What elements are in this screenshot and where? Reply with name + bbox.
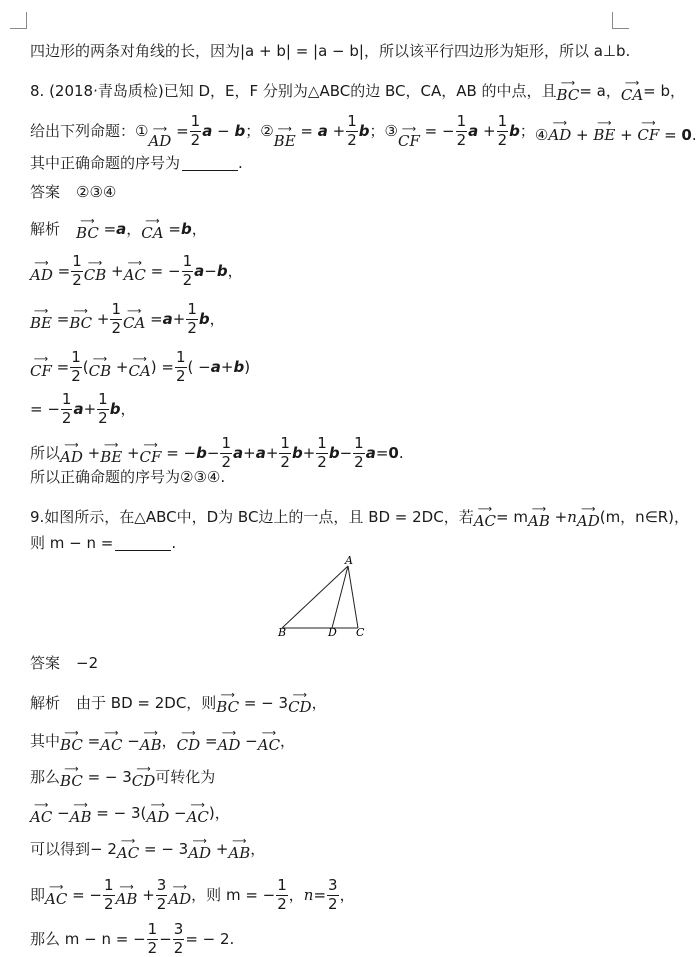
p8-eq-BE: ⟶ BE = ⟶ BC + $\frac{1}{2}$ ⟶ CA = a + $\frac{1}{2}$ b ，: [30, 300, 225, 337]
p8-eq-AD: ⟶ AD = $\frac{1}{2}$ ⟶ CB + ⟶ AC = − $\frac{1}{2}$ a − b ，: [30, 252, 243, 289]
p8-conclusion: [30, 470, 628, 485]
p9-step-2: 其中 ⟶ BC = ⟶ AC − ⟶ AB ， ⟶ CD = ⟶ AD − ⟶ AC ，: [30, 728, 296, 754]
p8-eq-CF-2: = − $\frac{1}{2}$ a + $\frac{1}{2}$ b ，: [30, 390, 136, 427]
answer-label: 答案: [30, 183, 61, 201]
p8-stem: [30, 78, 686, 104]
label-D: D: [328, 626, 337, 639]
p9-step-5: 可以得到 − 2 ⟶ AC = − 3 ⟶ AD + ⟶ AB ，: [30, 836, 266, 862]
p9-step-7: 那么 m − n = − $\frac{1}{2}$ − $\frac{3}{2}$ = − 2.: [30, 920, 235, 957]
p8-stem-end: = b，: [643, 82, 686, 100]
p9-step-3: 那么 ⟶ BC = − 3 ⟶ CD 可转化为: [30, 764, 216, 790]
label-C: C: [356, 626, 365, 639]
p8-sum-prefix: 所以: [30, 443, 61, 462]
label-A: A: [345, 554, 353, 567]
p8-analysis-1: 解析 ⟶ BC = a ， ⟶ CA = b ，: [30, 216, 207, 242]
answer-value: −2: [76, 654, 99, 672]
analysis-label: 解析: [30, 220, 61, 238]
p8-prop-4: ④ ⟶ AD + ⟶ BE + ⟶ CF = 0.: [534, 117, 697, 144]
answer-blank: [182, 157, 238, 171]
corner-mark-left: [10, 12, 27, 29]
p9-step-6: 即 ⟶ AC = − $\frac{1}{2}$ ⟶ AB + $\frac{3}{2}$ ⟶ AD ，则 m = − $\frac{1}{2}$ ， n = $\frac{3}{2}$ ，: [30, 876, 355, 913]
p8-question: 其中正确命题的序号为 .: [30, 154, 243, 172]
p8-stem-text: 8. (2018·青岛质检)已知 D，E，F 分别为△ABC的边 BC，CA，AB 的中点，且: [30, 82, 557, 100]
p8-given: [30, 112, 697, 150]
top-text: 四边形的两条对角线的长，因为|a + b| = |a − b|，所以该平行四边形为矩形，所以 a⊥b.: [30, 42, 631, 60]
answer-label: 答案: [30, 654, 61, 672]
p9-answer: [30, 656, 628, 671]
p9-step-4: ⟶ AC − ⟶ AB = − 3( ⟶ AD − ⟶ AC )，: [30, 800, 230, 826]
p8-answer: [30, 185, 628, 200]
p9-stem-text: 9.如图所示，在△ABC中，D为 BC边上的一点，且 BD = 2DC，若: [30, 508, 474, 526]
p8-prop-1: ① ⟶ AD = $\frac{1}{2}$ a − b；: [135, 112, 261, 150]
p9-stem-tail: (m，n∈R)，: [599, 508, 690, 526]
top-text-line: [30, 42, 631, 60]
p8-eq-CF: ⟶ CF = $\frac{1}{2}$ ( ⟶ CB + ⟶ CA ) = $\frac{1}{2}$ ( − a + b ): [30, 348, 251, 385]
p8-given-prefix: 给出下列命题：: [30, 121, 136, 140]
label-B: B: [278, 626, 287, 639]
vec-BC: ⟶ BC: [556, 78, 580, 104]
p8-prop-2: ② ⟶ BE = a + $\frac{1}{2}$ b；: [260, 112, 385, 150]
p9-ask: 则 m − n = .: [30, 534, 177, 552]
p9-stem-end: = m: [496, 508, 528, 526]
p9-step-1: 解析 由于 BD = 2DC，则 ⟶ BC = − 3 ⟶ CD ，: [30, 690, 327, 716]
answer-value: ②③④: [76, 183, 117, 201]
answer-blank: [115, 537, 171, 551]
p8-conclusion-text: 所以正确命题的序号为②③④.: [30, 468, 226, 486]
p9-ask-text: 则 m − n =: [30, 534, 114, 552]
analysis-label: 解析: [30, 694, 61, 712]
p8-prop-3: ③ ⟶ CF = − $\frac{1}{2}$ a + $\frac{1}{2}$ b；: [384, 112, 535, 150]
p8-stem-mid: = a，: [579, 82, 621, 100]
p8-eq-sum: 所以 ⟶ AD + ⟶ BE + ⟶ CF = − b − $\frac{1}{2}$ a + a + $\frac{1}{2}$ b + $\frac{1}{2}$ b − $\frac{1}{2}$ a = 0 .: [30, 434, 404, 471]
vec-CA: ⟶ CA: [620, 78, 644, 104]
p8-question-text: 其中正确命题的序号为: [30, 154, 181, 172]
p9-stem: 9.如图所示，在△ABC中，D为 BC边上的一点，且 BD = 2DC，若 ⟶ AC = m ⟶ AB + n ⟶ AD (m，n∈R)，: [30, 504, 690, 530]
corner-mark-right: [612, 12, 629, 29]
triangle-figure: [270, 556, 380, 638]
